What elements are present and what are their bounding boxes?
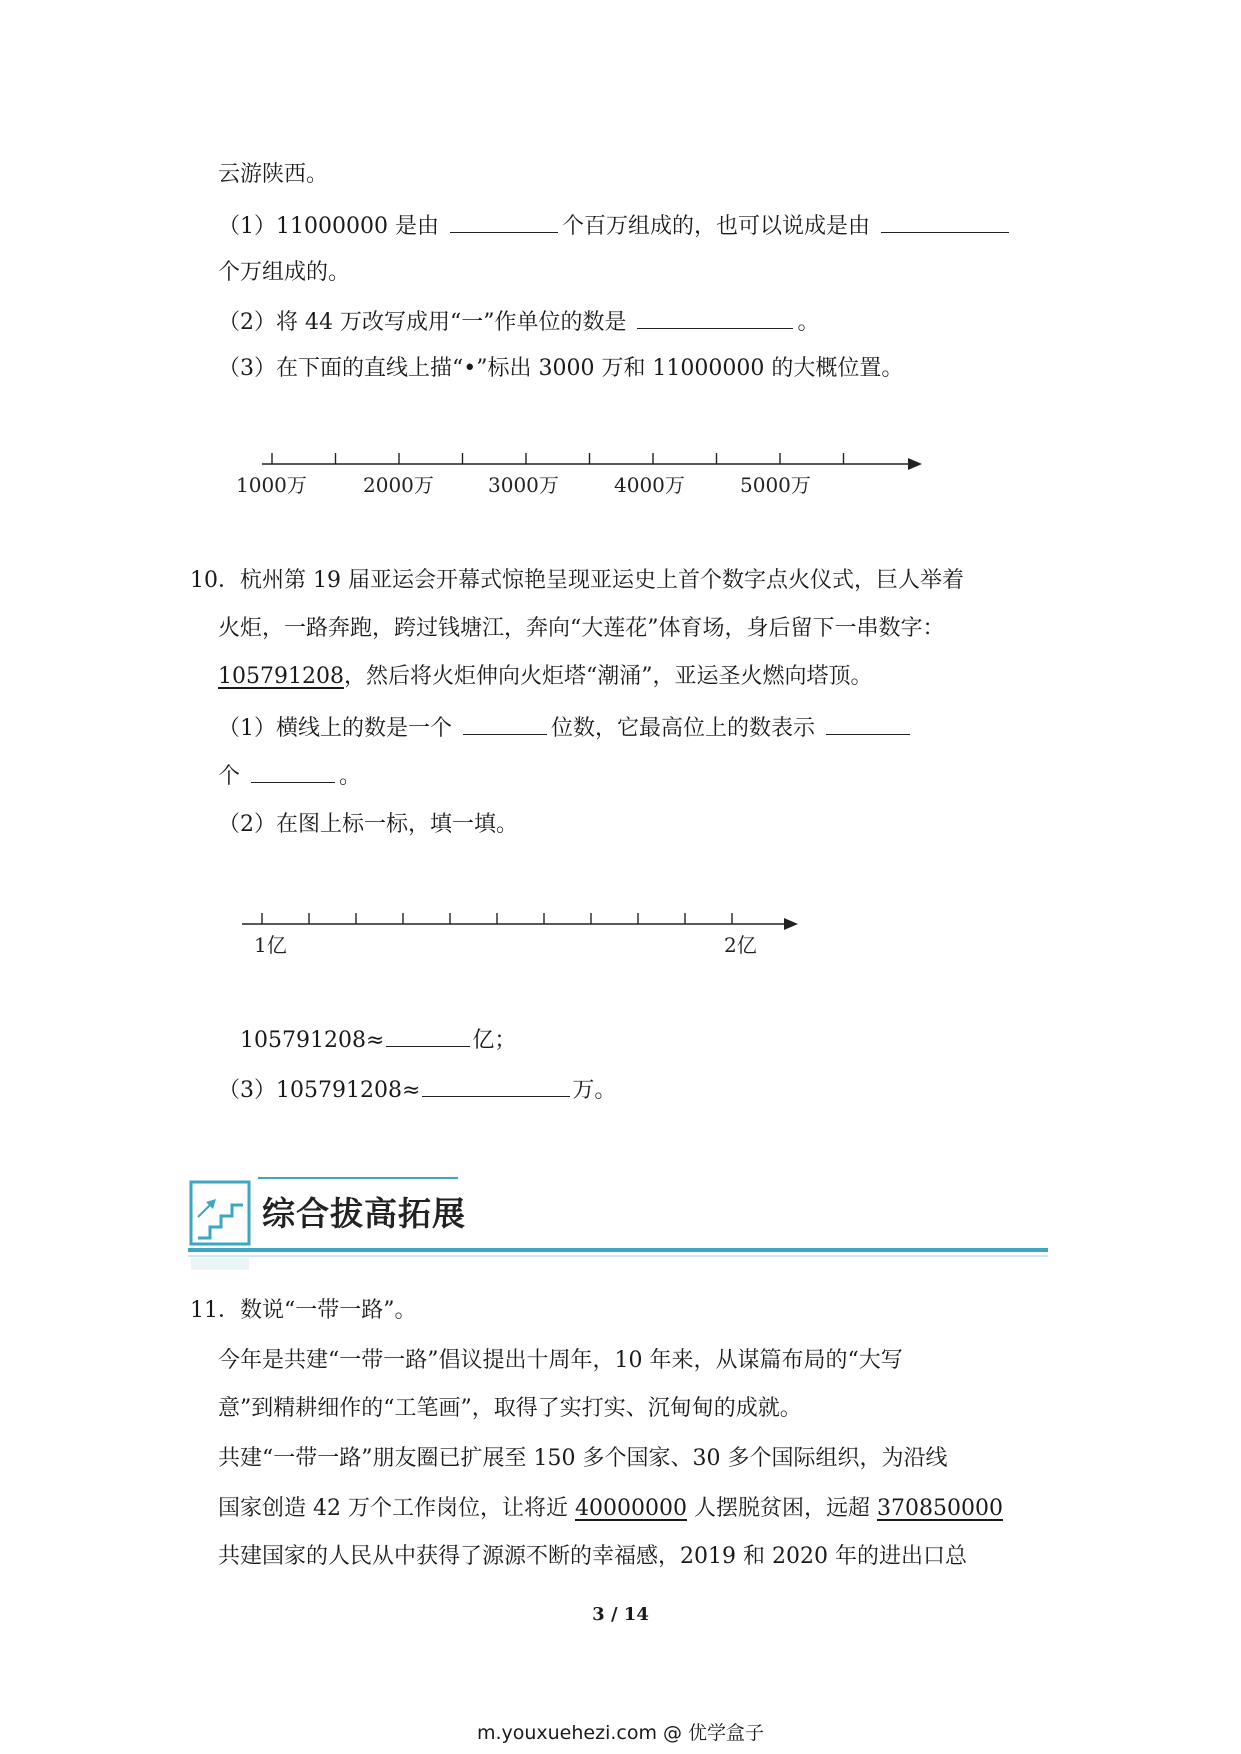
q11-line4-text-b: 人摆脱贫困，远超: [693, 1496, 870, 1521]
footer-watermark: m.youxuehezi.com @ 优学盒子: [476, 1722, 765, 1744]
q9-tick-label: 5000万: [740, 473, 811, 497]
q11-line4-text-a: 国家创造 42 万个工作岗位，让将近: [218, 1496, 568, 1521]
section-title: 综合拔高拓展: [262, 1194, 466, 1233]
q9-p2-text-a: （2）将 44 万改写成用“一”作单位的数是: [218, 310, 627, 335]
q10-p1-blank-digits[interactable]: [463, 712, 547, 735]
q11-line4: [218, 1494, 1003, 1524]
q10-line2: 火炬，一路奔跑，跨过钱塘江，奔向“大莲花”体育场，身后留下一串数字：: [218, 616, 945, 641]
q11-line3: 共建“一带一路”朋友圈已扩展至 150 多个国家、30 多个国际组织，为沿线: [218, 1446, 948, 1471]
q11-line2: 意”到精耕细作的“工笔画”，取得了实打实、沉甸甸的成就。: [218, 1396, 802, 1421]
q10-label-end: 2亿: [724, 933, 757, 957]
q9-tick-label: 3000万: [488, 473, 559, 497]
q10-line3-rest: ，然后将火炬伸向火炬塔“潮涌”，亚运圣火燃向塔顶。: [343, 664, 873, 689]
q10-p1-text-a: （1）横线上的数是一个: [218, 716, 452, 741]
q10-p1-text-d: 。: [339, 764, 362, 789]
q9-tick-label: 4000万: [614, 473, 685, 497]
q11-title: 11．数说“一带一路”。: [190, 1298, 417, 1323]
q9-p2-blank[interactable]: [637, 306, 793, 329]
q10-part2: （2）在图上标一标，填一填。: [218, 812, 518, 837]
q10-p3-text-b: 万。: [572, 1078, 617, 1103]
q11-number-people: 370850000: [876, 1496, 1003, 1521]
q10-p1-text-c: 个: [218, 764, 241, 789]
page-number: 3 / 14: [592, 1604, 649, 1625]
q10-p1-blank-unit[interactable]: [251, 760, 335, 783]
q10-label-start: 1亿: [254, 933, 287, 957]
q10-part1: [218, 712, 914, 744]
q10-approx-yi: [240, 1024, 516, 1056]
q9-number-line[interactable]: [236, 438, 930, 508]
q10-p1-blank-value[interactable]: [826, 712, 910, 735]
q10-p3-text-a: （3）105791208≈: [218, 1078, 421, 1103]
q9-p2-text-b: 。: [797, 310, 820, 335]
q10-approx-text-a: 105791208≈: [240, 1028, 385, 1053]
q11-line1: 今年是共建“一带一路”倡议提出十周年，10 年来，从谋篇布局的“大写: [218, 1348, 903, 1373]
q9-part2: [218, 306, 820, 338]
q10-approx-text-b: 亿；: [472, 1028, 517, 1053]
q9-tick-label: 1000万: [236, 473, 307, 497]
q11-number-poverty: 40000000: [574, 1496, 687, 1521]
q10-torch-number: 105791208: [218, 664, 344, 689]
q10-part3: [218, 1074, 616, 1106]
q9-p1-text-c: 个万组成的。: [218, 260, 351, 285]
q10-line1: 10．杭州第 19 届亚运会开幕式惊艳呈现亚运史上首个数字点火仪式，巨人举着: [190, 568, 964, 593]
q9-intro: 云游陕西。: [218, 162, 329, 187]
q9-part1-line1: [218, 210, 1013, 242]
q9-tick-label: 2000万: [363, 473, 434, 497]
q10-p3-blank-wan[interactable]: [422, 1074, 570, 1097]
q10-number-line[interactable]: [232, 898, 812, 968]
q9-part3: （3）在下面的直线上描“•”标出 3000 万和 11000000 的大概位置。: [218, 356, 904, 381]
q10-part1-cont: [218, 760, 361, 792]
q10-approx-blank-yi[interactable]: [386, 1024, 470, 1047]
q9-p1-blank-hundred-thousands[interactable]: [450, 210, 558, 233]
q9-p1-text-a: （1）11000000 是由: [218, 214, 439, 239]
q10-p1-text-b: 位数，它最高位上的数表示: [551, 716, 816, 741]
q9-p1-blank-ten-thousands[interactable]: [881, 210, 1009, 233]
q9-p1-text-b: 个百万组成的，也可以说成是由: [561, 214, 870, 239]
q10-line3: [218, 662, 872, 692]
q11-line5: 共建国家的人民从中获得了源源不断的幸福感，2019 和 2020 年的进出口总: [218, 1544, 967, 1569]
